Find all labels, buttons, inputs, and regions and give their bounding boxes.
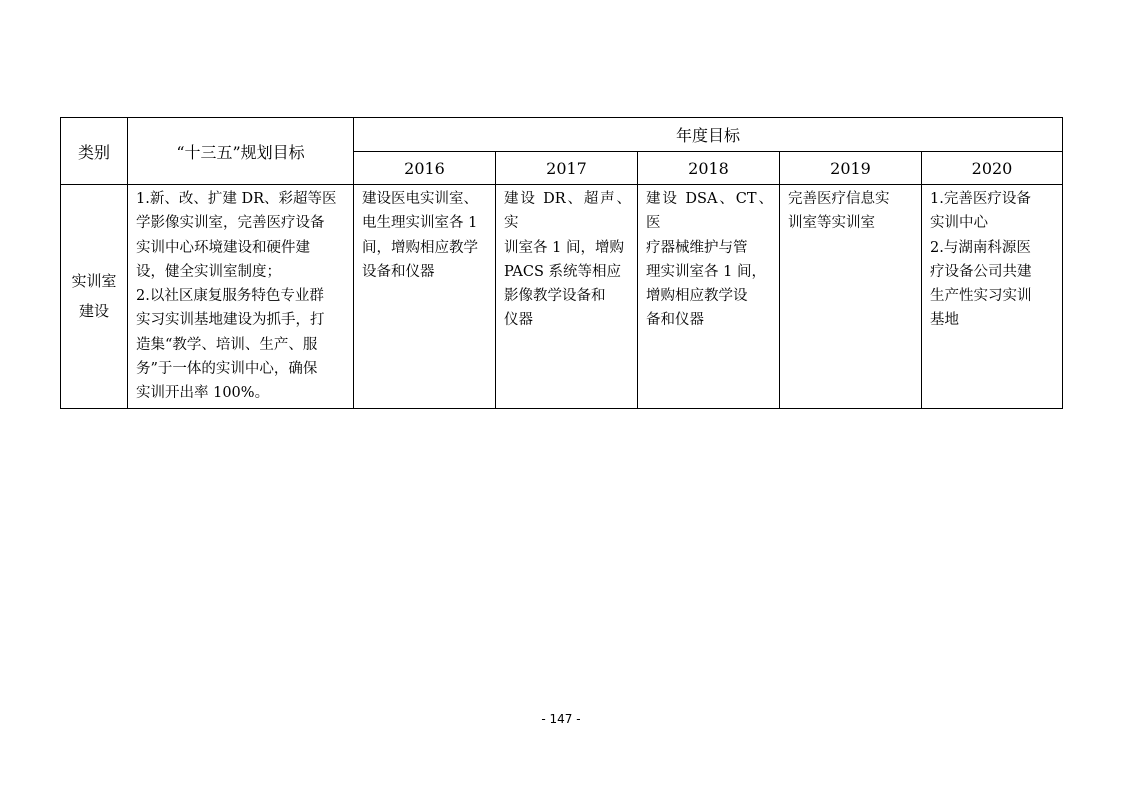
goal-line: 1.完善医疗设备 xyxy=(930,191,1031,207)
row-category xyxy=(61,185,128,409)
plan-goal-cell xyxy=(128,185,354,409)
plan-goal-line: 2.以社区康复服务特色专业群 xyxy=(136,288,324,305)
goal-line: 设备和仪器 xyxy=(362,263,435,280)
goal-line: 仪器 xyxy=(504,312,533,329)
goal-line: 建设 DR、超声、实 xyxy=(504,191,631,232)
goal-line: 2.与湖南科源医 xyxy=(930,239,1031,256)
goal-line: 影像教学设备和 xyxy=(504,288,606,305)
page-number: - 147 - xyxy=(541,712,581,726)
plan-goal-line: 实训中心环境建设和硬件建 xyxy=(136,239,310,256)
goal-line: 间，增购相应教学 xyxy=(362,239,478,256)
category-line: 建设 xyxy=(78,302,109,321)
goal-line: 备和仪器 xyxy=(646,312,704,329)
plan-goal-line: 务”于一体的实训中心，确保 xyxy=(136,361,318,378)
plan-goal-line: 实训开出率 100%。 xyxy=(136,385,270,402)
header-year-2020: 2020 xyxy=(922,152,1063,185)
goals-table xyxy=(60,117,1063,409)
goal-line: 增购相应教学设 xyxy=(646,288,748,305)
goal-line: 完善医疗信息实 xyxy=(788,191,890,207)
goal-line: 建设 DSA、CT、医 xyxy=(646,191,773,232)
goal-cell-2017 xyxy=(496,185,638,409)
header-year-2018: 2018 xyxy=(638,152,780,185)
header-year-2016: 2016 xyxy=(354,152,496,185)
goal-line: 电生理实训室各 1 xyxy=(362,215,478,232)
plan-goal-line: 1.新、改、扩建 DR、彩超等医 xyxy=(136,191,337,207)
goal-line: 疗器械维护与管 xyxy=(646,239,748,256)
goal-cell-2019 xyxy=(780,185,922,409)
goal-line: 理实训室各 1 间， xyxy=(646,263,766,280)
goal-cell-2020 xyxy=(922,185,1063,409)
goal-line: 生产性实习实训 xyxy=(930,288,1032,305)
plan-goal-line: 学影像实训室，完善医疗设备 xyxy=(136,215,325,232)
goal-cell-2016 xyxy=(354,185,496,409)
plan-goal-line: 设，健全实训室制度； xyxy=(136,263,281,280)
header-category: 类别 xyxy=(61,118,128,185)
header-year-2017: 2017 xyxy=(496,152,638,185)
goal-cell-2018 xyxy=(638,185,780,409)
header-annual-goal: 年度目标 xyxy=(354,118,1063,152)
goal-line: 实训中心 xyxy=(930,215,988,232)
goal-line: 建设医电实训室、 xyxy=(362,191,478,207)
category-line: 实训室 xyxy=(71,272,117,291)
goal-line: 训室各 1 间，增购 xyxy=(504,239,624,256)
plan-goal-line: 实习实训基地建设为抓手，打 xyxy=(136,312,325,329)
header-year-2019: 2019 xyxy=(780,152,922,185)
goal-line: PACS 系统等相应 xyxy=(504,263,622,280)
plan-goal-line: 造集“教学、培训、生产、服 xyxy=(136,336,318,353)
goal-line: 训室等实训室 xyxy=(788,215,875,232)
goal-line: 疗设备公司共建 xyxy=(930,263,1032,280)
goal-line: 基地 xyxy=(930,312,959,329)
header-plan-goal: “十三五”规划目标 xyxy=(128,118,354,185)
